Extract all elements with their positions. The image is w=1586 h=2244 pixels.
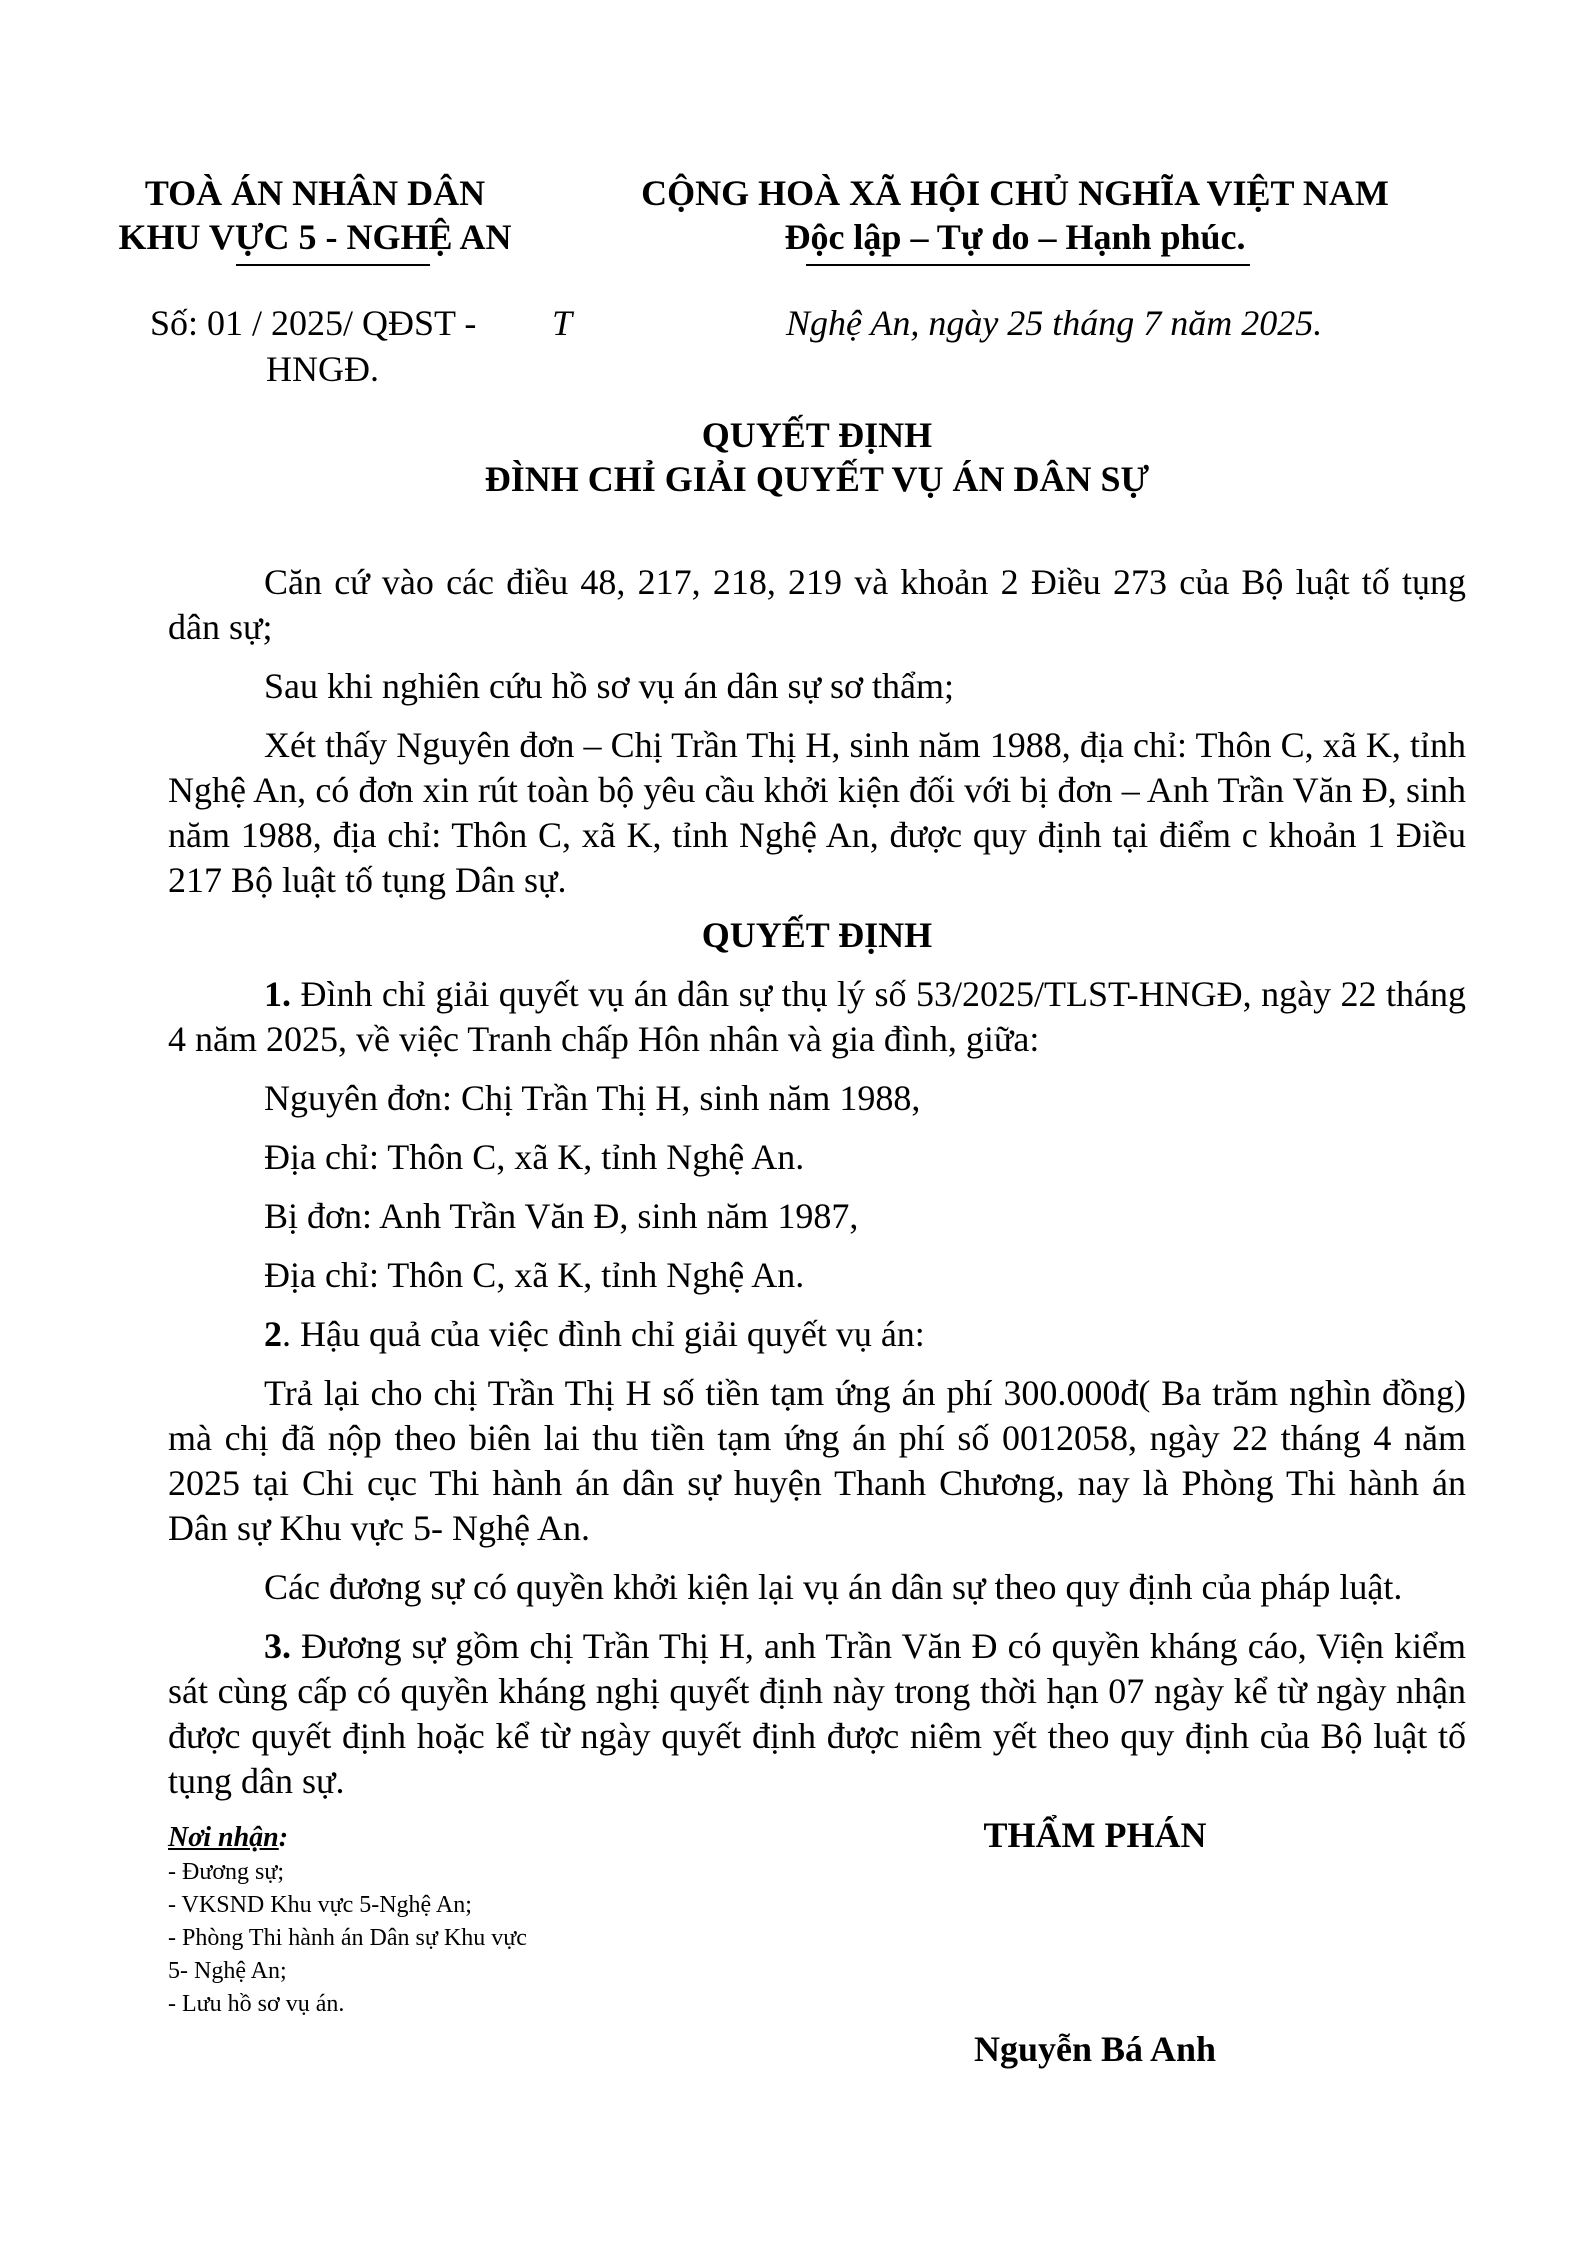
recipients-title: Nơi nhận: <box>168 1822 289 1853</box>
item-2-text: . Hậu quả của việc đình chỉ giải quyết vụ án: <box>282 1314 925 1354</box>
recipient-item: - Đương sự; <box>168 1859 285 1885</box>
legal-basis-paragraph: Căn cứ vào các điều 48, 217, 218, 219 và khoản 2 Điều 273 của Bộ luật tố tụng dân sự; <box>168 562 1466 647</box>
place-and-date: Nghệ An, ngày 25 tháng 7 năm 2025. <box>786 303 1323 343</box>
recipient-item: - Phòng Thi hành án Dân sự Khu vực <box>168 1925 527 1951</box>
review-paragraph: Sau khi nghiên cứu hồ sơ vụ án dân sự sơ thẩm; <box>264 666 955 706</box>
decision-item-1 <box>168 972 1466 1062</box>
national-title: CỘNG HOÀ XÃ HỘI CHỦ NGHĨA VIỆT NAM <box>641 173 1389 213</box>
item-1-text: Đình chỉ giải quyết vụ án dân sự thụ lý số 53/2025/TLST-HNGĐ, ngày 22 tháng 4 năm 2025, về việc Tranh chấp Hôn nhân và gia đình, giữa: <box>168 974 1466 1059</box>
court-name-underline <box>236 264 430 266</box>
plaintiff-line: Nguyên đơn: Chị Trần Thị H, sinh năm 1988, <box>264 1078 921 1118</box>
finding-paragraph: Xét thấy Nguyên đơn – Chị Trần Thị H, sinh năm 1988, địa chỉ: Thôn C, xã K, tỉnh Nghệ An, có đơn xin rút toàn bộ yêu cầu khởi kiện đối với bị đơn – Anh Trần Văn Đ, sinh năm 1988, địa chỉ: Thôn C, xã K, tỉnh Nghệ An, được quy định tại điểm c khoản 1 Điều 217 Bộ luật tố tụng Dân sự. <box>168 725 1466 900</box>
item-2-number: 2 <box>264 1314 282 1354</box>
decision-heading: QUYẾT ĐỊNH <box>701 915 933 955</box>
decision-number-mark: T <box>552 303 573 343</box>
item-3-number: 3. <box>264 1626 291 1666</box>
rights-paragraph: Các đương sự có quyền khởi kiện lại vụ án dân sự theo quy định của pháp luật. <box>264 1567 1403 1607</box>
judge-title: THẨM PHÁN <box>983 1815 1207 1855</box>
court-name-line1: TOÀ ÁN NHÂN DÂN <box>144 173 486 213</box>
decision-number-suffix: HNGĐ. <box>266 349 379 389</box>
plaintiff-address: Địa chỉ: Thôn C, xã K, tỉnh Nghệ An. <box>264 1137 805 1177</box>
recipient-item: 5- Nghệ An; <box>168 1958 287 1984</box>
defendant-line: Bị đơn: Anh Trần Văn Đ, sinh năm 1987, <box>264 1196 859 1236</box>
court-name-line2: KHU VỰC 5 - NGHỆ AN <box>118 217 512 257</box>
document-subtitle: ĐÌNH CHỈ GIẢI QUYẾT VỤ ÁN DÂN SỰ <box>484 459 1150 499</box>
item-1-number: 1. <box>264 974 291 1014</box>
defendant-address: Địa chỉ: Thôn C, xã K, tỉnh Nghệ An. <box>264 1255 805 1295</box>
recipient-item: - Lưu hồ sơ vụ án. <box>168 1991 345 2017</box>
item-3-text: Đương sự gồm chị Trần Thị H, anh Trần Văn Đ có quyền kháng cáo, Viện kiểm sát cùng cấp có quyền kháng nghị quyết định này trong thời hạn 07 ngày kể từ ngày nhận được quyết định hoặc kể từ ngày quyết định được niêm yết theo quy định của Bộ luật tố tụng dân sự. <box>168 1626 1466 1801</box>
document-title: QUYẾT ĐỊNH <box>701 415 933 455</box>
recipient-item: - VKSND Khu vực 5-Nghệ An; <box>168 1892 472 1918</box>
decision-number: Số: 01 / 2025/ QĐST - <box>150 303 477 343</box>
national-motto-underline <box>806 264 1250 266</box>
decision-item-2 <box>168 1312 1466 1357</box>
refund-paragraph: Trả lại cho chị Trần Thị H số tiền tạm ứng án phí 300.000đ( Ba trăm nghìn đồng) mà chị đã nộp theo biên lai thu tiền tạm ứng án phí số 0012058, ngày 22 tháng 4 năm 2025 tại Chi cục Thi hành án dân sự huyện Thanh Chương, nay là Phòng Thi hành án Dân sự Khu vực 5- Nghệ An. <box>168 1373 1466 1548</box>
decision-item-3 <box>168 1624 1466 1804</box>
recipients-block <box>168 1820 688 2021</box>
document-body <box>168 560 1466 1804</box>
national-motto: Độc lập – Tự do – Hạnh phúc. <box>784 217 1246 257</box>
judge-name: Nguyễn Bá Anh <box>973 2029 1217 2069</box>
